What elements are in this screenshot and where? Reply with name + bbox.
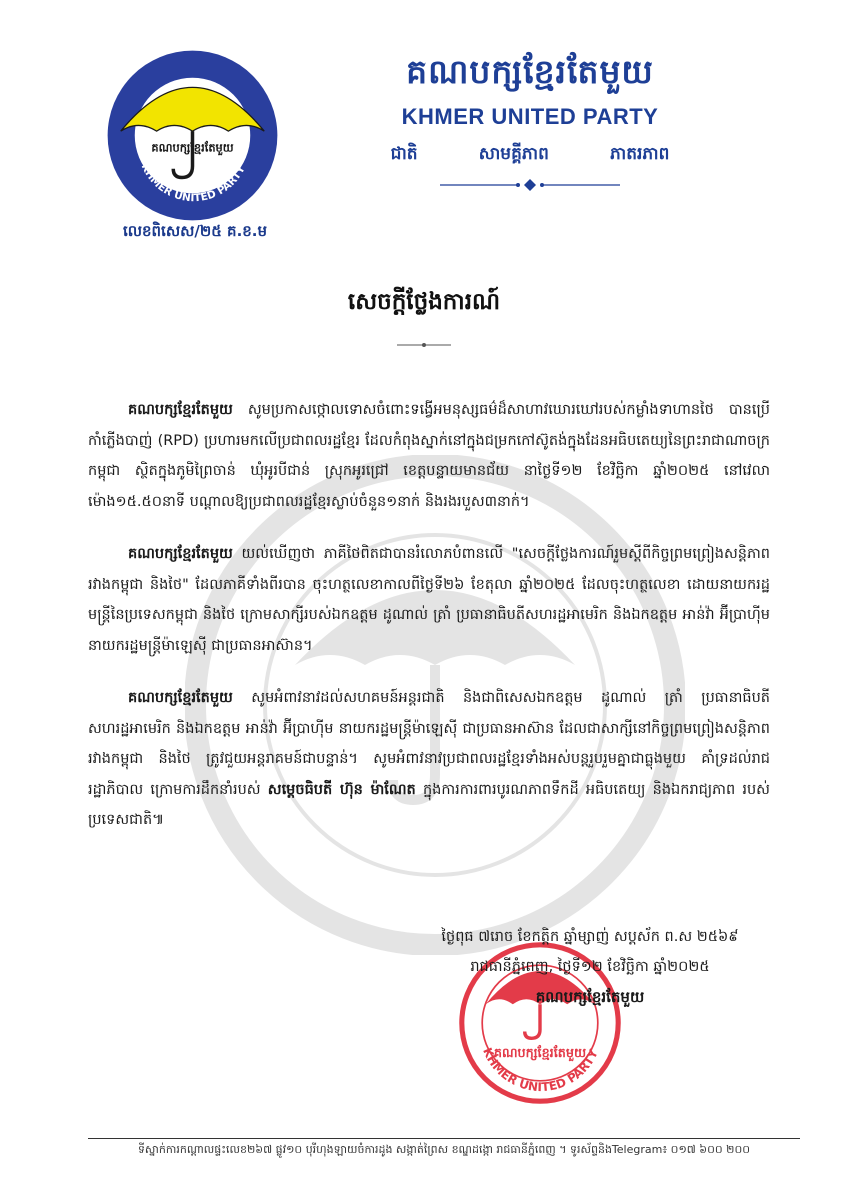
paragraph-violation (88, 539, 770, 661)
paragraph-1-text: សូមប្រកាសថ្កោលទោសចំពោះទង្វើអមនុស្សធម៌ដ៏សាហាវឃោរឃៅរបស់កម្លាំងទាហានថៃ បានប្រើកាំភ្លើងបាញ់ (RPD) ប្រហារមកលើប្រជាពលរដ្ឋខ្មែរ ដែលកំពុងស្នាក់នៅក្នុងជម្រកកៅស៊ូតង់ក្នុងដែនអធិបតេយ្យនៃព្រះរាជាណាចក្រកម្ពុជា ស្ថិតក្នុងភូមិព្រៃចាន់ ឃុំអូរបីជាន់ ស្រុកអូរជ្រៅ ខេត្តបន្ទាយមានជ័យ នាថ្ងៃទី១២ ខែវិច្ឆិកា ឆ្នាំ២០២៥ នៅវេលាម៉ោង១៥.៥០នាទី បណ្តាលឱ្យប្រជាពលរដ្ឋខ្មែរស្លាប់ចំនួន១នាក់ និងរងរបួស៣នាក់។ (88, 402, 770, 510)
paragraph-3-text: សូមអំពាវនាវដល់សហគមន៍អន្តរជាតិ និងជាពិសេសឯកឧត្តម ដូណាល់ ត្រាំ ប្រធានាធិបតីសហរដ្ឋអាមេរិក និងឯកឧត្តម អាន់វ៉ា អ៊ីប្រាហ៊ីម នាយករដ្ឋមន្ត្រីម៉ាឡេស៊ី ជាប្រធានអាស៊ាន ដែលជាសាក្សីនៅកិច្ចព្រមព្រៀងសន្តិភាពរវាងកម្ពុជា និងថៃ ត្រូវជួយអន្តរាគមន៍ជាបន្ទាន់។ សូមអំពាវនាវប្រជាពលរដ្ឋខ្មែរទាំងអស់បន្តរួបរួមគ្នាជាធ្លុងមួយ គាំទ្រដល់រាជរដ្ឋាភិបាល ក្រោមការដឹកនាំរបស់ (88, 690, 770, 798)
lunar-date: ថ្ងៃពុធ ៧រោច ខែកត្តិក ឆ្នាំម្សាញ់ សប្តស័ក ព.ស ២៥៦៩ (441, 929, 739, 945)
party-name-lead-3: គណបក្សខ្មែរតែមួយ (128, 690, 233, 706)
document-title: សេចក្តីថ្លែងការណ៍ (347, 289, 501, 315)
letter-number: លេខពិសេស/២៥ គ.ខ.ម (122, 222, 268, 240)
paragraph-2-text: យល់ឃើញថា ភាគីថៃពិតជាបានរំលោភបំពានលើ "សេចក្តីថ្លែងការណ៍រួមស្តីពីកិច្ចព្រមព្រៀងសន្តិភាពរវាងកម្ពុជា និងថៃ" ដែលភាគីទាំងពីរបាន ចុះហត្ថលេខាកាលពីថ្ងៃទី២៦ ខែតុលា ឆ្នាំ២០២៥ ដែលចុះហត្ថលេខា ដោយនាយករដ្ឋមន្ត្រីនៃប្រទេសកម្ពុជា និងថៃ ក្រោមសាក្សីរបស់ឯកឧត្តម ដូណាល់ ត្រាំ ប្រធានាធិបតីសហរដ្ឋអាមេរិក និងឯកឧត្តម អាន់វ៉ា អ៊ីប្រាហ៊ីម នាយករដ្ឋមន្ត្រីម៉ាឡេស៊ី ជាប្រធានអាស៊ាន។ (88, 546, 770, 654)
logo-ring-text-km: គណបក្សខ្មែរតែមួយ (151, 140, 234, 155)
stamp-text-en: KHMER UNITED PARTY (480, 1045, 601, 1095)
header-ornament-divider (430, 176, 630, 194)
solar-date: រាជធានីភ្នំពេញ, ថ្ងៃទី១២ ខែវិច្ឆិកា ឆ្នាំ២០២៥ (470, 959, 710, 975)
party-name-en: KHMER UNITED PARTY (401, 104, 659, 129)
paragraph-3-text-end: ក្នុងការការពារបូរណភាពទឹកដី អធិបតេយ្យ និងឯករាជ្យភាព របស់ប្រទេសជាតិ៕ (88, 781, 770, 828)
prime-minister-name: សម្តេចធិបតី ហ៊ុន ម៉ាណែត (267, 781, 416, 798)
party-logo (105, 48, 280, 223)
statement-body (88, 395, 770, 858)
party-name-lead-1: គណបក្សខ្មែរតែមួយ (128, 402, 233, 418)
paragraph-condemnation (88, 395, 770, 517)
date-signature-block (400, 922, 780, 1012)
title-divider (395, 340, 453, 350)
motto-solidarity: សាមគ្គីភាព (478, 144, 549, 164)
party-name-km: គណបក្សខ្មែរតែមួយ (406, 52, 654, 91)
paragraph-appeal (88, 683, 770, 836)
motto-fraternity: ភាតរភាព (610, 144, 670, 164)
footer-divider (88, 1138, 800, 1139)
party-name-lead-2: គណបក្សខ្មែរតែមួយ (128, 546, 233, 562)
party-motto (360, 143, 700, 168)
logo-ring-text-en: KHMER UNITED PARTY (138, 161, 248, 205)
motto-nation: ជាតិ (390, 144, 418, 164)
footer-address: ទីស្នាក់ការកណ្តាលផ្ទះលេខ២៦៧ ផ្លូវ១០ បុរីហុងឡាយចំការដូង សង្កាត់ព្រៃស ខណ្ឌដង្កោ រាជធានីភ្នំពេញ ។ ទូរស័ព្ទនិងTelegram៖ ០១៧ ៦០០ ២០០ (137, 1143, 751, 1156)
stamp-text-km: គណបក្សខ្មែរតែមួយ (493, 1046, 587, 1061)
signer-name: គណបក្សខ្មែរតែមួយ (535, 988, 645, 1006)
